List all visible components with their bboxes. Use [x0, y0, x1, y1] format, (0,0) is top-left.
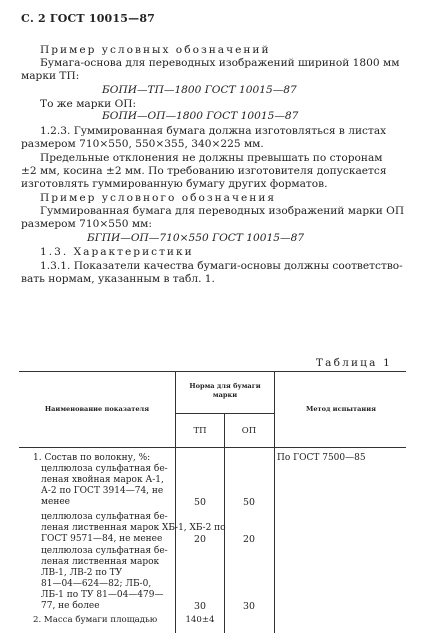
- body-line: марки ТП:: [21, 70, 80, 82]
- table-caption: Таблица 1: [315, 357, 392, 369]
- body-line: Предельные отклонения не должны превышать по сторонам: [40, 152, 383, 164]
- row-label: ЛВ-1, ЛВ-2 по ТУ: [41, 568, 123, 578]
- row-label: целлюлоза сульфатная бе-: [41, 464, 168, 474]
- value-tp: 50: [194, 497, 206, 508]
- row-label: 77, не более: [41, 601, 100, 611]
- col-header-name: Наименование показателя: [44, 405, 150, 413]
- example-heading: Пример условных обозначений: [40, 44, 271, 56]
- example-heading: Пример условного обозначения: [40, 192, 277, 204]
- row-label: 81—04—624—82; ЛБ-0,: [41, 579, 152, 589]
- body-line: Бумага-основа для переводных изображений шириной 1800 мм: [40, 57, 400, 69]
- row-label: ЛБ-1 по ТУ 81—04—479—: [41, 590, 164, 600]
- body-line: 1.3.1. Показатели качества бумаги-основы должны соответство-: [40, 260, 403, 272]
- col-header-norm: Норма для бумаги марки: [189, 382, 261, 399]
- designation: БГПИ—ОП—710×550 ГОСТ 10015—87: [87, 232, 305, 244]
- body-line: ±2 мм, косина ±2 мм. По требованию изготовителя допускается: [21, 165, 387, 177]
- row-label: ГОСТ 9571—84, не менее: [41, 534, 163, 544]
- body-line: размером 710×550, 550×355, 340×225 мм.: [21, 138, 264, 150]
- row-label: менее: [41, 497, 70, 507]
- section-heading: 1.3. Характеристики: [40, 246, 194, 258]
- page-header: С. 2 ГОСТ 10015—87: [21, 12, 156, 25]
- row-label: целлюлоза сульфатная бе-: [41, 512, 168, 522]
- row-label: целлюлоза сульфатная бе-: [41, 546, 168, 556]
- body-line: размером 710×550 мм:: [21, 218, 152, 230]
- col-header-method: Метод испытания: [306, 405, 376, 413]
- value-op: 30: [243, 601, 255, 612]
- value-tp: 30: [194, 601, 206, 612]
- body-line: изготовлять гуммированную бумагу других форматов.: [21, 178, 328, 190]
- row-label: леная лиственная марок: [41, 557, 160, 567]
- row-label: А-2 по ГОСТ 3914—74, не: [41, 486, 164, 496]
- row-label: леная лиственная марок ХБ-1, ХБ-2 по: [41, 523, 226, 533]
- table-lower: [19, 371, 406, 633]
- designation: БОПИ—ТП—1800 ГОСТ 10015—87: [102, 84, 297, 96]
- value-tp: 20: [194, 534, 206, 545]
- value-op: 50: [243, 497, 255, 508]
- col-header-tp: ТП: [193, 426, 207, 436]
- row-label: 1. Состав по волокну, %:: [33, 453, 151, 463]
- value-tp: 140±4: [185, 615, 215, 625]
- body-line: вать нормам, указанным в табл. 1.: [21, 273, 215, 285]
- col-header-op: ОП: [241, 426, 257, 436]
- body-line: 1.2.3. Гуммированная бумага должна изготовляться в листах: [40, 125, 387, 137]
- value-op: 20: [243, 534, 255, 545]
- row-label: леная хвойная марок А-1,: [41, 475, 164, 485]
- body-line: Гуммированная бумага для переводных изображений марки ОП: [40, 205, 405, 217]
- method: По ГОСТ 7500—85: [277, 453, 366, 463]
- body-line: То же марки ОП:: [40, 98, 137, 110]
- row-label: 2. Масса бумаги площадью: [33, 615, 158, 625]
- designation: БОПИ—ОП—1800 ГОСТ 10015—87: [102, 110, 299, 122]
